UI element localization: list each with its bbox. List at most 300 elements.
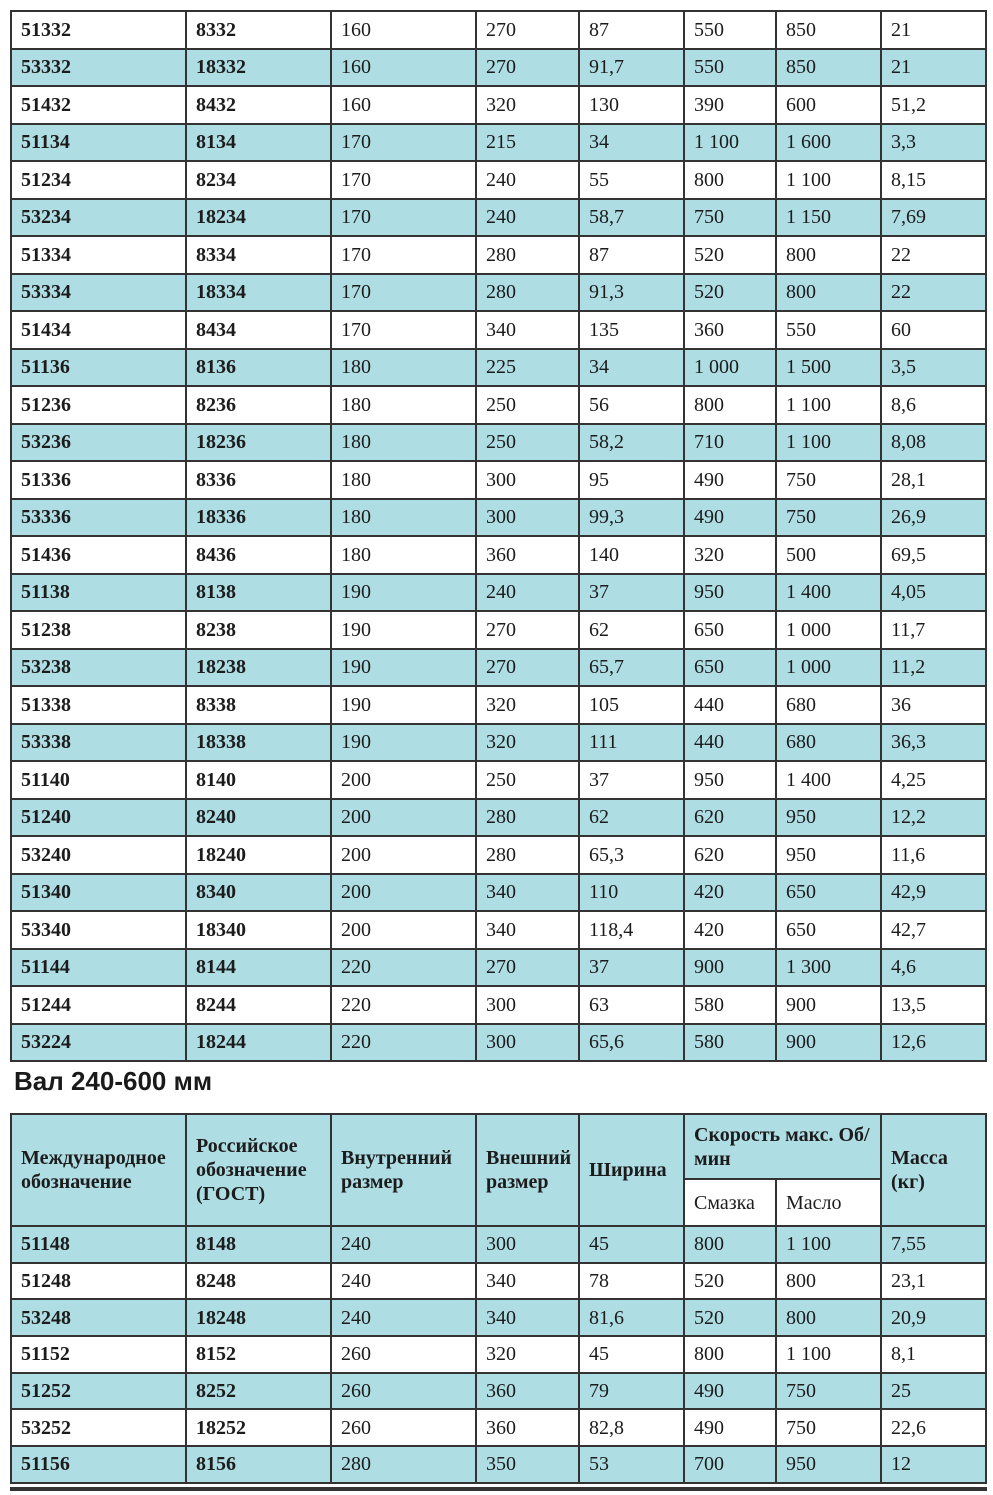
cell-outer-size: 270 [476, 611, 579, 649]
cell-outer-size: 350 [476, 1446, 579, 1483]
cell-international: 51152 [11, 1336, 186, 1373]
cell-mass: 11,6 [881, 836, 986, 874]
table-row [11, 311, 986, 349]
table-row [11, 536, 986, 574]
cell-international: 51144 [11, 949, 186, 987]
table-row [11, 274, 986, 312]
cell-mass: 11,2 [881, 649, 986, 687]
cell-inner-size: 180 [331, 536, 476, 574]
cell-oil: 750 [776, 461, 881, 499]
col-header-international: Международное обозначение [11, 1114, 186, 1226]
cell-grease: 620 [684, 836, 776, 874]
cell-international: 53238 [11, 649, 186, 687]
cell-grease: 800 [684, 386, 776, 424]
cell-gost: 8238 [186, 611, 331, 649]
cell-grease: 650 [684, 649, 776, 687]
cell-mass: 8,1 [881, 1336, 986, 1373]
cell-international: 53240 [11, 836, 186, 874]
cell-gost: 18238 [186, 649, 331, 687]
cell-inner-size: 200 [331, 799, 476, 837]
cell-international: 51234 [11, 161, 186, 199]
table-row [11, 461, 986, 499]
cell-width: 53 [579, 1446, 684, 1483]
cell-outer-size: 300 [476, 986, 579, 1024]
cell-grease: 550 [684, 11, 776, 49]
table-row [11, 1336, 986, 1373]
cell-outer-size: 280 [476, 236, 579, 274]
cell-gost: 18240 [186, 836, 331, 874]
cell-international: 53338 [11, 724, 186, 762]
cell-grease: 800 [684, 1226, 776, 1263]
cell-oil: 500 [776, 536, 881, 574]
cell-outer-size: 340 [476, 311, 579, 349]
cell-mass: 69,5 [881, 536, 986, 574]
cell-inner-size: 280 [331, 1446, 476, 1483]
table-row [11, 11, 986, 49]
cell-grease: 900 [684, 949, 776, 987]
cell-international: 53340 [11, 911, 186, 949]
cell-inner-size: 200 [331, 874, 476, 912]
cell-outer-size: 280 [476, 799, 579, 837]
cell-inner-size: 220 [331, 986, 476, 1024]
cell-inner-size: 240 [331, 1226, 476, 1263]
cell-oil: 1 150 [776, 199, 881, 237]
cell-gost: 8434 [186, 311, 331, 349]
cell-gost: 18332 [186, 49, 331, 87]
cell-international: 51240 [11, 799, 186, 837]
cell-grease: 490 [684, 1373, 776, 1410]
cell-outer-size: 320 [476, 724, 579, 762]
cell-grease: 700 [684, 1446, 776, 1483]
cell-inner-size: 240 [331, 1263, 476, 1300]
cell-width: 87 [579, 11, 684, 49]
table-row [11, 949, 986, 987]
cell-gost: 18338 [186, 724, 331, 762]
cell-inner-size: 180 [331, 349, 476, 387]
cell-oil: 750 [776, 1409, 881, 1446]
cell-grease: 490 [684, 1409, 776, 1446]
cell-inner-size: 180 [331, 461, 476, 499]
cell-mass: 22 [881, 236, 986, 274]
cell-mass: 7,69 [881, 199, 986, 237]
cell-grease: 520 [684, 236, 776, 274]
cell-gost: 8332 [186, 11, 331, 49]
cell-width: 140 [579, 536, 684, 574]
cell-width: 91,3 [579, 274, 684, 312]
cell-mass: 26,9 [881, 499, 986, 537]
cell-inner-size: 200 [331, 836, 476, 874]
cell-grease: 490 [684, 461, 776, 499]
table-row [11, 574, 986, 612]
cell-outer-size: 300 [476, 499, 579, 537]
cell-oil: 750 [776, 1373, 881, 1410]
cell-outer-size: 270 [476, 649, 579, 687]
cell-gost: 8152 [186, 1336, 331, 1373]
cell-international: 53234 [11, 199, 186, 237]
table-row [11, 649, 986, 687]
cell-oil: 1 100 [776, 1226, 881, 1263]
cell-oil: 1 000 [776, 611, 881, 649]
cell-mass: 13,5 [881, 986, 986, 1024]
cell-outer-size: 300 [476, 1226, 579, 1263]
cell-international: 51334 [11, 236, 186, 274]
cell-grease: 440 [684, 686, 776, 724]
cell-international: 51244 [11, 986, 186, 1024]
cell-width: 130 [579, 86, 684, 124]
cell-oil: 1 100 [776, 424, 881, 462]
cell-width: 62 [579, 611, 684, 649]
cell-gost: 8140 [186, 761, 331, 799]
table-row [11, 236, 986, 274]
cell-international: 51136 [11, 349, 186, 387]
cell-international: 51340 [11, 874, 186, 912]
cell-mass: 51,2 [881, 86, 986, 124]
table-row [11, 686, 986, 724]
cell-width: 79 [579, 1373, 684, 1410]
cell-width: 63 [579, 986, 684, 1024]
cell-oil: 1 400 [776, 574, 881, 612]
table-row [11, 986, 986, 1024]
cell-mass: 42,7 [881, 911, 986, 949]
cell-width: 58,7 [579, 199, 684, 237]
cell-grease: 950 [684, 761, 776, 799]
section-heading: Вал 240-600 мм [14, 1066, 213, 1096]
cutoff-row-top-border [10, 1487, 987, 1491]
table-row [11, 1299, 986, 1336]
cell-grease: 440 [684, 724, 776, 762]
cell-width: 65,6 [579, 1024, 684, 1062]
cell-mass: 21 [881, 11, 986, 49]
cell-international: 51434 [11, 311, 186, 349]
cell-outer-size: 250 [476, 386, 579, 424]
cell-mass: 3,3 [881, 124, 986, 162]
cell-gost: 8432 [186, 86, 331, 124]
cell-oil: 950 [776, 799, 881, 837]
cell-oil: 850 [776, 11, 881, 49]
cell-oil: 1 000 [776, 649, 881, 687]
cell-width: 91,7 [579, 49, 684, 87]
table-row [11, 1263, 986, 1300]
cell-oil: 950 [776, 836, 881, 874]
cell-width: 111 [579, 724, 684, 762]
cell-width: 65,3 [579, 836, 684, 874]
cell-inner-size: 240 [331, 1299, 476, 1336]
cell-outer-size: 225 [476, 349, 579, 387]
cell-gost: 18248 [186, 1299, 331, 1336]
cell-inner-size: 260 [331, 1373, 476, 1410]
cell-outer-size: 360 [476, 1373, 579, 1410]
cell-inner-size: 160 [331, 86, 476, 124]
cell-mass: 22 [881, 274, 986, 312]
cell-grease: 950 [684, 574, 776, 612]
cell-gost: 18236 [186, 424, 331, 462]
cell-gost: 8340 [186, 874, 331, 912]
cell-width: 45 [579, 1226, 684, 1263]
cell-inner-size: 160 [331, 11, 476, 49]
cell-international: 51248 [11, 1263, 186, 1300]
cell-inner-size: 190 [331, 649, 476, 687]
cell-gost: 8336 [186, 461, 331, 499]
cell-width: 37 [579, 574, 684, 612]
cell-grease: 420 [684, 911, 776, 949]
cell-mass: 36,3 [881, 724, 986, 762]
table-row [11, 199, 986, 237]
cell-width: 135 [579, 311, 684, 349]
cell-width: 65,7 [579, 649, 684, 687]
cell-grease: 520 [684, 1299, 776, 1336]
cell-inner-size: 190 [331, 611, 476, 649]
cell-international: 51236 [11, 386, 186, 424]
cell-mass: 8,08 [881, 424, 986, 462]
cell-oil: 900 [776, 986, 881, 1024]
cell-mass: 4,05 [881, 574, 986, 612]
cell-outer-size: 340 [476, 911, 579, 949]
cell-grease: 800 [684, 161, 776, 199]
cell-width: 58,2 [579, 424, 684, 462]
cell-international: 51156 [11, 1446, 186, 1483]
cell-outer-size: 270 [476, 49, 579, 87]
cell-inner-size: 170 [331, 311, 476, 349]
cell-international: 53252 [11, 1409, 186, 1446]
cell-oil: 650 [776, 874, 881, 912]
table-row [11, 1446, 986, 1483]
cell-oil: 800 [776, 1299, 881, 1336]
cell-inner-size: 190 [331, 724, 476, 762]
cell-gost: 8148 [186, 1226, 331, 1263]
cell-gost: 8240 [186, 799, 331, 837]
cell-outer-size: 340 [476, 874, 579, 912]
cell-mass: 8,15 [881, 161, 986, 199]
cell-width: 37 [579, 761, 684, 799]
cell-gost: 18334 [186, 274, 331, 312]
cell-inner-size: 160 [331, 49, 476, 87]
cell-international: 51432 [11, 86, 186, 124]
table-row [11, 49, 986, 87]
table-row [11, 724, 986, 762]
cell-outer-size: 240 [476, 574, 579, 612]
col-header-width: Ширина [579, 1114, 684, 1226]
col-header-grease: Смазка [684, 1179, 776, 1226]
cell-width: 55 [579, 161, 684, 199]
cell-grease: 360 [684, 311, 776, 349]
table-row [11, 1373, 986, 1410]
cell-oil: 950 [776, 1446, 881, 1483]
cell-oil: 900 [776, 1024, 881, 1062]
cell-gost: 8334 [186, 236, 331, 274]
table-row [11, 424, 986, 462]
cell-mass: 4,25 [881, 761, 986, 799]
cell-outer-size: 340 [476, 1299, 579, 1336]
cell-grease: 320 [684, 536, 776, 574]
cell-grease: 710 [684, 424, 776, 462]
table-row [11, 761, 986, 799]
table-row [11, 911, 986, 949]
cell-inner-size: 190 [331, 574, 476, 612]
col-header-outer-size: Внешний размер [476, 1114, 579, 1226]
col-header-gost: Российское обозначение (ГОСТ) [186, 1114, 331, 1226]
cell-width: 34 [579, 124, 684, 162]
cell-oil: 1 100 [776, 161, 881, 199]
cell-inner-size: 180 [331, 386, 476, 424]
cell-grease: 1 100 [684, 124, 776, 162]
cell-width: 45 [579, 1336, 684, 1373]
cell-international: 53334 [11, 274, 186, 312]
cell-international: 53224 [11, 1024, 186, 1062]
cell-oil: 800 [776, 236, 881, 274]
cell-gost: 8136 [186, 349, 331, 387]
cell-mass: 3,5 [881, 349, 986, 387]
cell-outer-size: 240 [476, 161, 579, 199]
table-row [11, 386, 986, 424]
table-row [11, 874, 986, 912]
cell-gost: 8134 [186, 124, 331, 162]
cell-gost: 8138 [186, 574, 331, 612]
cell-outer-size: 280 [476, 274, 579, 312]
table-row [11, 499, 986, 537]
cell-inner-size: 200 [331, 761, 476, 799]
table-row [11, 799, 986, 837]
cell-grease: 520 [684, 1263, 776, 1300]
cell-width: 78 [579, 1263, 684, 1300]
cell-oil: 550 [776, 311, 881, 349]
cell-outer-size: 240 [476, 199, 579, 237]
cell-grease: 800 [684, 1336, 776, 1373]
cell-mass: 11,7 [881, 611, 986, 649]
cell-gost: 8156 [186, 1446, 331, 1483]
cell-grease: 520 [684, 274, 776, 312]
cell-international: 51336 [11, 461, 186, 499]
col-header-inner-size: Внутренний размер [331, 1114, 476, 1226]
cell-international: 53236 [11, 424, 186, 462]
table-row [11, 161, 986, 199]
cell-outer-size: 340 [476, 1263, 579, 1300]
cell-mass: 25 [881, 1373, 986, 1410]
header-row [11, 1114, 986, 1179]
cell-oil: 600 [776, 86, 881, 124]
cell-width: 34 [579, 349, 684, 387]
cell-mass: 21 [881, 49, 986, 87]
cell-width: 62 [579, 799, 684, 837]
cell-width: 95 [579, 461, 684, 499]
cell-oil: 1 500 [776, 349, 881, 387]
cell-outer-size: 320 [476, 1336, 579, 1373]
cell-gost: 8252 [186, 1373, 331, 1410]
cell-grease: 650 [684, 611, 776, 649]
cell-outer-size: 320 [476, 86, 579, 124]
cell-inner-size: 180 [331, 499, 476, 537]
col-header-speed-max: Скорость макс. Об/мин [684, 1114, 881, 1179]
cell-width: 99,3 [579, 499, 684, 537]
cell-international: 51238 [11, 611, 186, 649]
cell-oil: 680 [776, 724, 881, 762]
cell-width: 87 [579, 236, 684, 274]
cell-mass: 22,6 [881, 1409, 986, 1446]
cell-oil: 1 100 [776, 386, 881, 424]
cell-oil: 850 [776, 49, 881, 87]
cell-mass: 36 [881, 686, 986, 724]
cell-gost: 18336 [186, 499, 331, 537]
cell-inner-size: 220 [331, 1024, 476, 1062]
col-header-mass: Масса (кг) [881, 1114, 986, 1226]
cell-gost: 18244 [186, 1024, 331, 1062]
table-row [11, 86, 986, 124]
table-row [11, 836, 986, 874]
cell-oil: 1 600 [776, 124, 881, 162]
cell-mass: 12,6 [881, 1024, 986, 1062]
cell-mass: 20,9 [881, 1299, 986, 1336]
cell-grease: 420 [684, 874, 776, 912]
cell-width: 110 [579, 874, 684, 912]
cell-oil: 680 [776, 686, 881, 724]
cell-width: 118,4 [579, 911, 684, 949]
cell-inner-size: 170 [331, 274, 476, 312]
cell-inner-size: 170 [331, 199, 476, 237]
cell-mass: 42,9 [881, 874, 986, 912]
cell-outer-size: 360 [476, 1409, 579, 1446]
cell-inner-size: 260 [331, 1336, 476, 1373]
cell-international: 51338 [11, 686, 186, 724]
cell-inner-size: 190 [331, 686, 476, 724]
bearing-table-continued [10, 10, 987, 1062]
cell-grease: 750 [684, 199, 776, 237]
cell-international: 51332 [11, 11, 186, 49]
cell-international: 53332 [11, 49, 186, 87]
cell-gost: 8144 [186, 949, 331, 987]
cell-outer-size: 270 [476, 11, 579, 49]
cell-outer-size: 300 [476, 461, 579, 499]
cell-oil: 1 100 [776, 1336, 881, 1373]
cell-international: 53248 [11, 1299, 186, 1336]
cell-grease: 1 000 [684, 349, 776, 387]
cell-inner-size: 180 [331, 424, 476, 462]
cell-gost: 8236 [186, 386, 331, 424]
cell-inner-size: 170 [331, 161, 476, 199]
cell-outer-size: 300 [476, 1024, 579, 1062]
cell-grease: 620 [684, 799, 776, 837]
cell-gost: 8248 [186, 1263, 331, 1300]
cell-width: 81,6 [579, 1299, 684, 1336]
cell-inner-size: 170 [331, 236, 476, 274]
cell-outer-size: 320 [476, 686, 579, 724]
table-row [11, 124, 986, 162]
table-row [11, 611, 986, 649]
cell-gost: 8436 [186, 536, 331, 574]
cell-international: 51436 [11, 536, 186, 574]
cell-mass: 7,55 [881, 1226, 986, 1263]
cell-international: 51138 [11, 574, 186, 612]
cell-international: 51252 [11, 1373, 186, 1410]
cell-international: 51148 [11, 1226, 186, 1263]
cell-mass: 12,2 [881, 799, 986, 837]
cell-width: 37 [579, 949, 684, 987]
cell-outer-size: 250 [476, 761, 579, 799]
cell-outer-size: 360 [476, 536, 579, 574]
table-row [11, 1024, 986, 1062]
cell-gost: 18234 [186, 199, 331, 237]
cell-width: 82,8 [579, 1409, 684, 1446]
cell-grease: 550 [684, 49, 776, 87]
cell-mass: 4,6 [881, 949, 986, 987]
cell-outer-size: 280 [476, 836, 579, 874]
cell-width: 105 [579, 686, 684, 724]
cell-international: 51134 [11, 124, 186, 162]
cell-international: 53336 [11, 499, 186, 537]
cell-gost: 18252 [186, 1409, 331, 1446]
cell-gost: 18340 [186, 911, 331, 949]
table-row [11, 1226, 986, 1263]
cell-oil: 800 [776, 1263, 881, 1300]
table-row [11, 1409, 986, 1446]
